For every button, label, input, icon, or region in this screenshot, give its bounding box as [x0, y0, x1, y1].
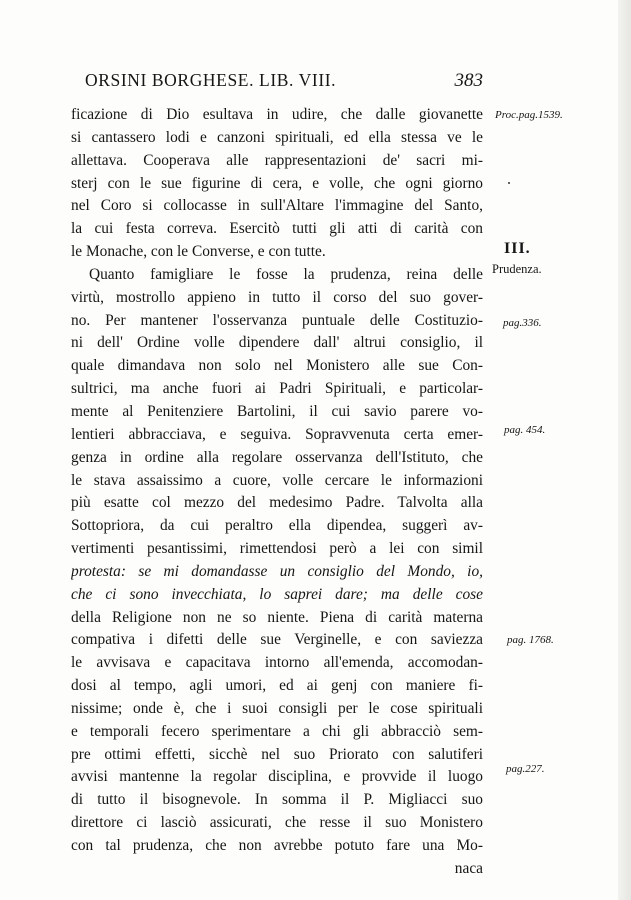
- text-line: pre ottimi effetti, sicchè nel suo Priorato con salutiferi: [71, 745, 483, 763]
- margin-reference: pag.336.: [503, 317, 542, 329]
- text-line: si cantassero lodi e canzoni spirituali, ed ella stessa ve le: [71, 128, 483, 146]
- margin-reference: pag.227.: [506, 763, 545, 775]
- margin-reference: pag. 454.: [504, 424, 546, 436]
- text-line: nissime; onde è, che i suoi consigli per le cose spirituali: [71, 699, 483, 717]
- text-line: lentieri abbracciava, e seguiva. Sopravvenuta certa emer-: [71, 425, 483, 443]
- text-line: ni dell' Ordine volle dipendere dall' altrui consiglio, il: [71, 334, 483, 352]
- text-line: le Monache, con le Converse, e con tutte.: [71, 243, 326, 261]
- body-text: [71, 104, 483, 881]
- quoted-line: che ci sono invecchiata, lo saprei dare; ma delle cose: [71, 585, 483, 603]
- margin-reference: pag. 1768.: [507, 634, 554, 646]
- page-edge-shadow: [618, 0, 631, 900]
- page-number: 383: [454, 70, 483, 91]
- text-line: ficazione di Dio esultava in udire, che dalle giovanette: [71, 106, 483, 123]
- quoted-line: protesta: se mi domandasse un consiglio del Mondo, io,: [71, 562, 483, 580]
- paragraph-start-line: Quanto famigliare le fosse la prudenza, reina delle: [89, 265, 483, 283]
- text-line: di tutto il bisognevole. In somma il P. Migliacci suo: [71, 791, 483, 809]
- text-line: e temporali fecero sperimentare a chi gli abbracciò sem-: [71, 722, 483, 740]
- text-line: avvisi mantenne la regolar disciplina, e provvide il luogo: [71, 768, 483, 786]
- page-header: [85, 70, 483, 96]
- margin-reference: Proc.pag.1539.: [495, 109, 563, 121]
- text-line: con tal prudenza, che non avrebbe potuto fare una Mo-: [71, 837, 483, 854]
- text-line: genza in ordine alla regolare osservanza dell'Istituto, che: [71, 448, 483, 466]
- text-line: mente al Penitenziere Bartolini, il cui savio parere vo-: [71, 402, 483, 420]
- text-line: compativa i difetti delle sue Verginelle, e con saviezza: [71, 631, 483, 649]
- catchword: naca: [454, 859, 483, 877]
- text-line: la cui festa correva. Esercitò tutti gli atti di carità con: [71, 220, 483, 238]
- text-line: quale dimandava non solo nel Monistero alle sue Con-: [71, 357, 483, 375]
- text-line: no. Per mantener l'osservanza puntuale delle Costituzio-: [71, 311, 483, 329]
- text-line: nel Coro si collocasse in sull'Altare l'immagine del Santo,: [71, 197, 483, 215]
- text-line: direttore ci lasciò assicurati, che resse il suo Monistero: [71, 814, 483, 832]
- text-line: più esatte col mezzo del medesimo Padre. Talvolta alla: [71, 494, 483, 512]
- text-line: sterj con le sue figurine di cera, e volle, che ogni giorno: [71, 174, 483, 192]
- ink-speck: [508, 182, 510, 184]
- section-title: Prudenza.: [492, 262, 542, 276]
- running-head: ORSINI BORGHESE. LIB. VIII.: [85, 70, 337, 90]
- text-line: dosi al tempo, agli umori, ed ai genj con maniere fi-: [71, 677, 483, 695]
- text-line: le stava assaissimo a cuore, volle cercare le informazioni: [71, 471, 483, 489]
- text-line: le avvisava e capacitava intorno all'emenda, accomodan-: [71, 654, 483, 672]
- text-line: della Religione non ne so niente. Piena di carità materna: [71, 608, 483, 626]
- text-line: virtù, mostrollo appieno in tutto il corso del suo gover-: [71, 288, 483, 306]
- text-line: Sottopriora, da cui peraltro ella dipendea, suggerì av-: [71, 517, 483, 535]
- text-line: vertimenti pesantissimi, rimettendosi però a lei con simil: [71, 540, 483, 558]
- text-line: allettava. Cooperava alle rappresentazioni de' sacri mi-: [71, 151, 483, 169]
- text-line: sultrici, ma anche fuori ai Padri Spirituali, e particolar-: [71, 380, 483, 398]
- section-number: III.: [504, 240, 531, 257]
